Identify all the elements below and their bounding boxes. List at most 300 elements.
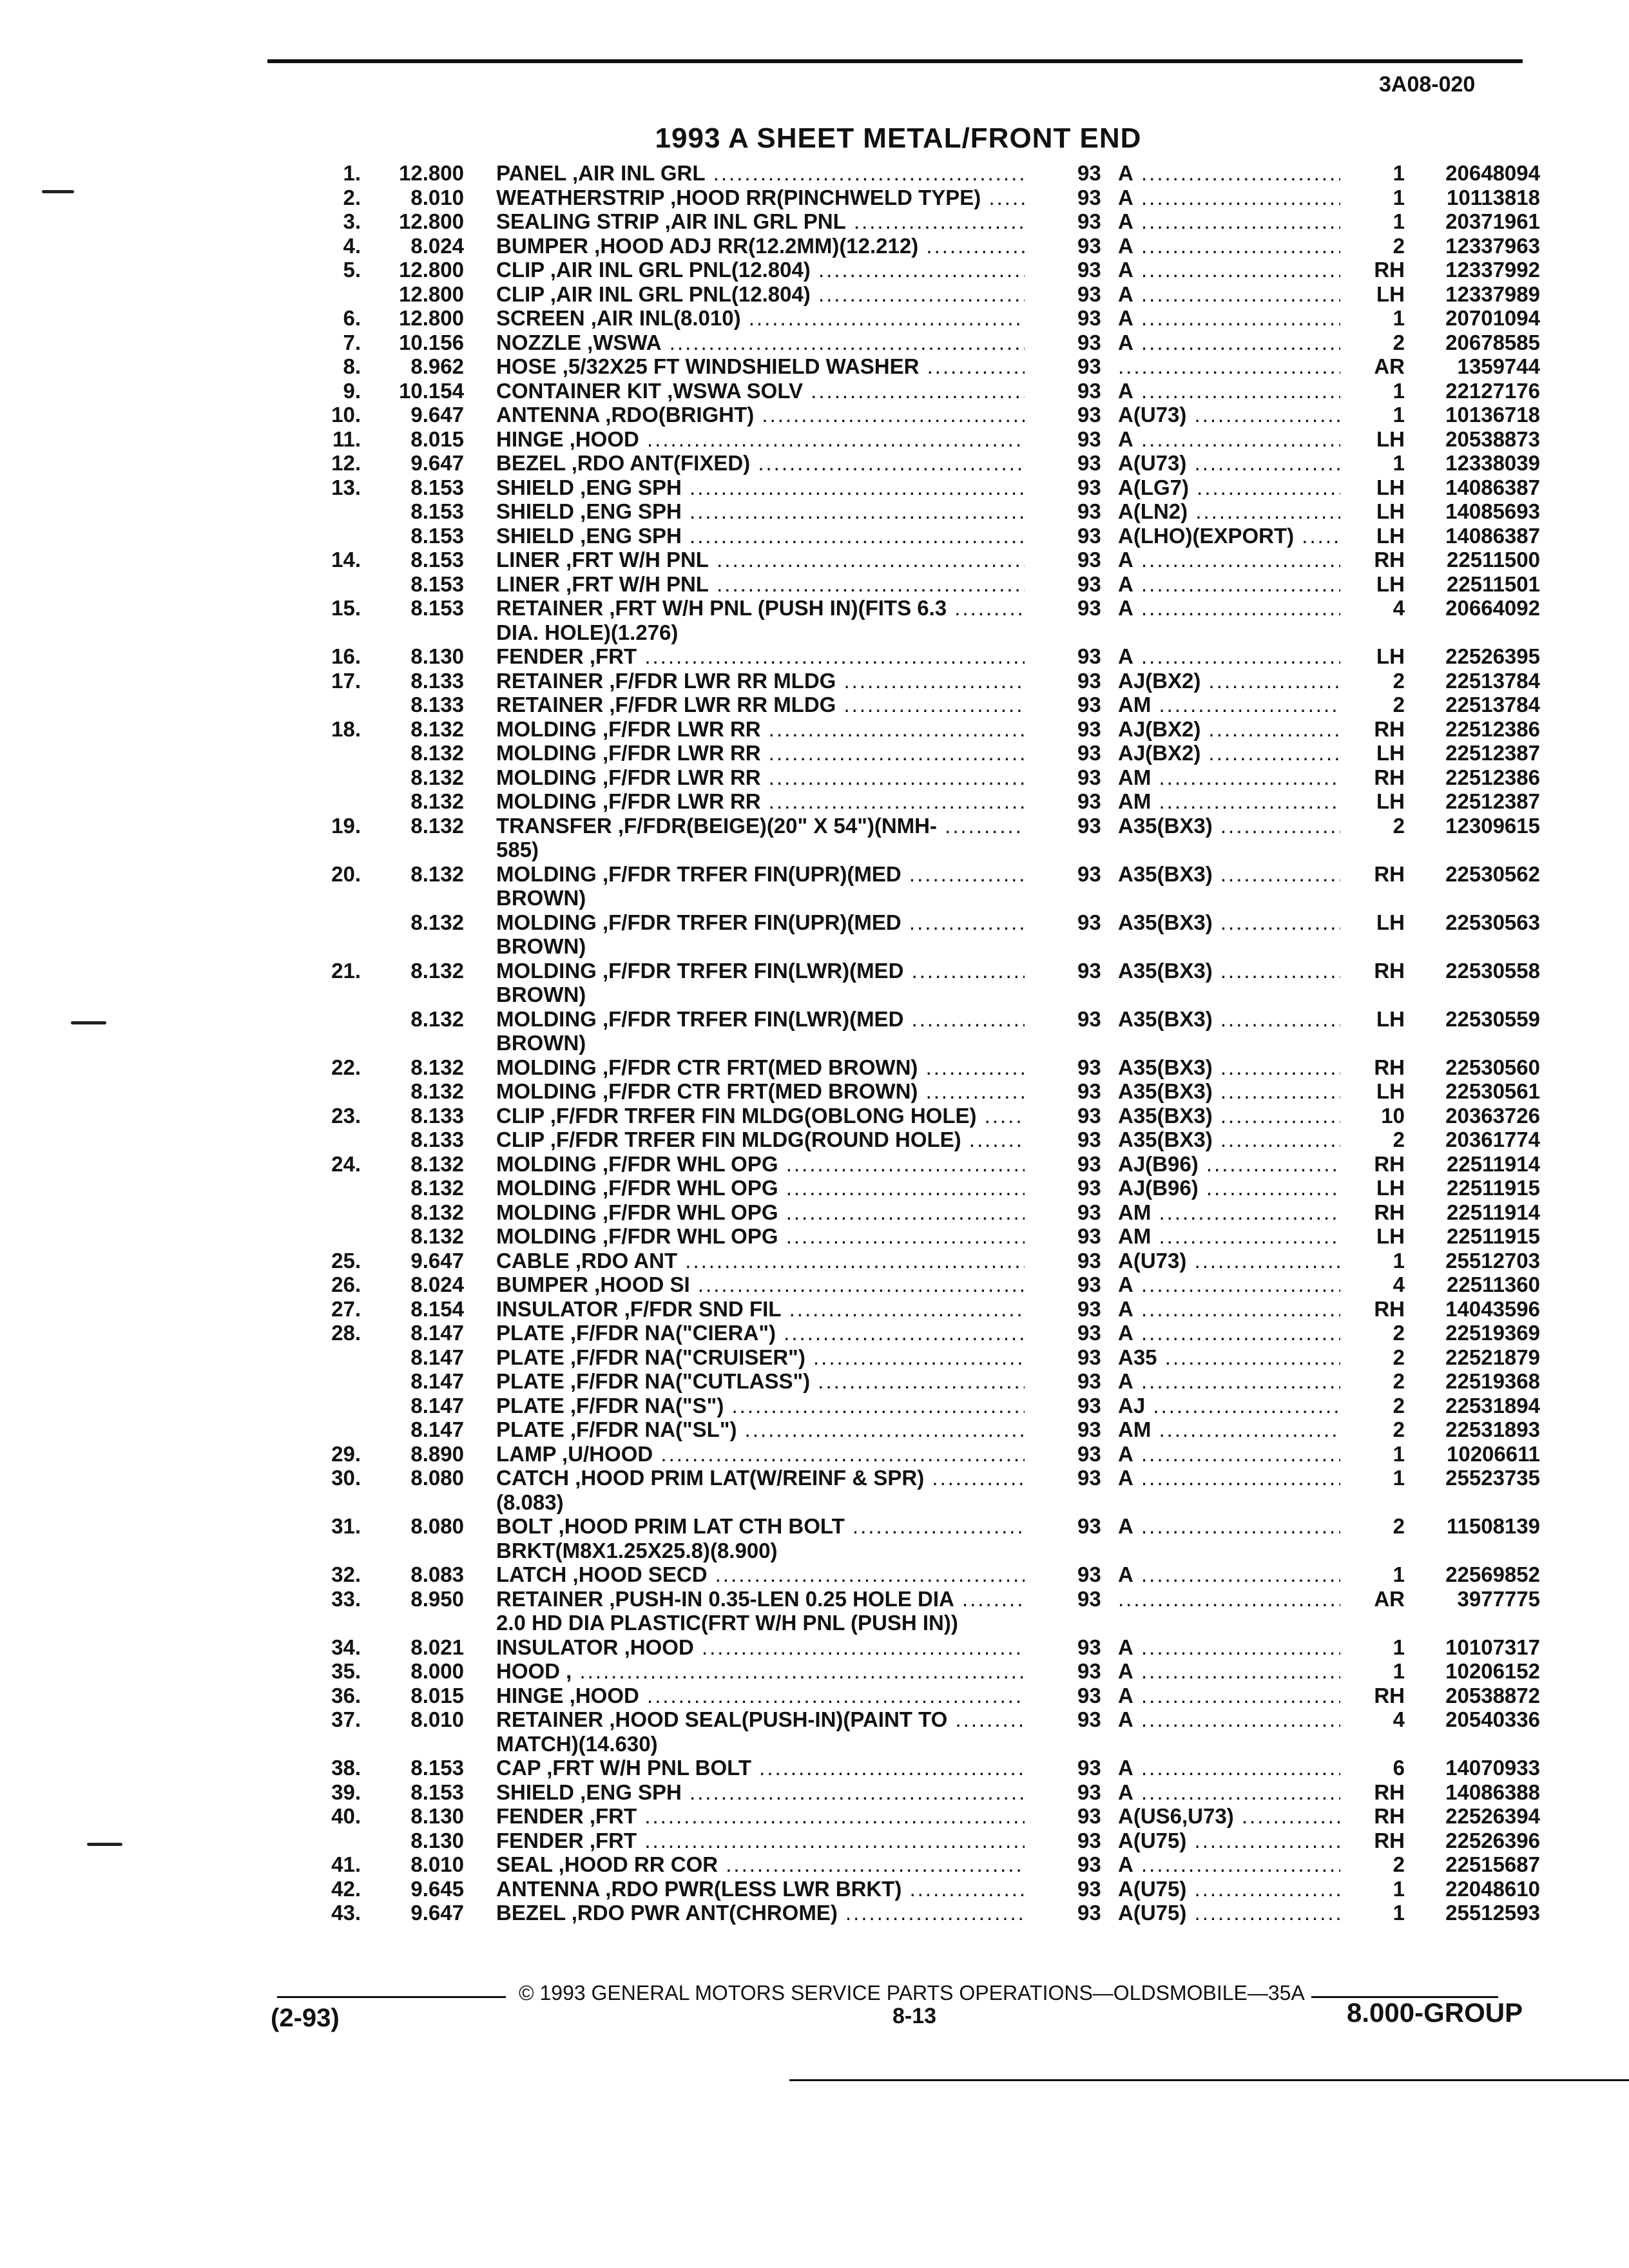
parts-row bbox=[0, 258, 1629, 282]
group-number: 8.024 bbox=[410, 1273, 464, 1296]
quantity: RH bbox=[1340, 548, 1405, 572]
item-number: 7. bbox=[343, 330, 361, 354]
group-number: 8.130 bbox=[410, 1828, 464, 1852]
part-description: SEAL ,HOOD RR COR ..... bbox=[496, 1852, 1025, 1877]
part-number: 22530559 bbox=[1445, 1006, 1540, 1031]
parts-row bbox=[0, 1128, 1629, 1152]
group-number: 9.647 bbox=[410, 1248, 464, 1273]
item-number: 35. bbox=[331, 1659, 361, 1683]
model-year: 93 bbox=[1077, 1369, 1101, 1393]
part-number: 22511360 bbox=[1446, 1273, 1540, 1296]
model-code: A35(BX3) ..... bbox=[1118, 1104, 1350, 1128]
parts-row bbox=[0, 1635, 1629, 1660]
part-description: 2.0 HD DIA PLASTIC(FRT W/H PNL (PUSH IN)) bbox=[496, 1611, 958, 1635]
model-year: 93 bbox=[1077, 958, 1101, 983]
model-year: 93 bbox=[1077, 1514, 1101, 1538]
parts-row bbox=[0, 1756, 1629, 1780]
model-code: A ..... bbox=[1118, 1780, 1350, 1805]
model-year: 93 bbox=[1077, 1248, 1101, 1273]
model-code: A ..... bbox=[1118, 644, 1350, 669]
part-description: INSULATOR ,F/FDR SND FIL ..... bbox=[496, 1297, 1025, 1321]
part-description: CABLE ,RDO ANT ..... bbox=[496, 1249, 1025, 1273]
parts-row bbox=[0, 572, 1629, 597]
part-description: RETAINER ,FRT W/H PNL (PUSH IN)(FITS 6.3 ..... bbox=[496, 596, 1025, 620]
model-year: 93 bbox=[1077, 475, 1101, 499]
quantity: 1 bbox=[1340, 161, 1405, 186]
quantity: LH bbox=[1340, 789, 1405, 814]
quantity: 2 bbox=[1340, 693, 1405, 717]
model-year: 93 bbox=[1077, 1224, 1101, 1248]
quantity: 2 bbox=[1340, 1345, 1405, 1370]
part-number: 22526394 bbox=[1445, 1804, 1540, 1828]
part-description: FENDER ,FRT ..... bbox=[496, 644, 1025, 669]
part-description: PLATE ,F/FDR NA("CUTLASS") ..... bbox=[496, 1369, 1025, 1394]
model-code: A35(BX3) ..... bbox=[1118, 910, 1350, 935]
part-description: LAMP ,U/HOOD ..... bbox=[496, 1442, 1025, 1466]
group-number: 8.153 bbox=[410, 548, 464, 572]
part-number: 10206611 bbox=[1446, 1441, 1540, 1466]
quantity: LH bbox=[1340, 910, 1405, 935]
group-number: 8.133 bbox=[410, 668, 464, 693]
group-number: 9.647 bbox=[410, 1901, 464, 1925]
group-number: 12.800 bbox=[399, 282, 464, 306]
parts-row bbox=[0, 1031, 1629, 1055]
parts-row bbox=[0, 1104, 1629, 1128]
quantity: LH bbox=[1340, 476, 1405, 500]
item-number: 27. bbox=[331, 1296, 361, 1321]
parts-row bbox=[0, 1079, 1629, 1104]
model-year: 93 bbox=[1077, 1296, 1101, 1321]
group-number: 10.156 bbox=[399, 330, 464, 354]
item-number: 8. bbox=[343, 354, 361, 378]
parts-row bbox=[0, 499, 1629, 524]
part-number: 25523735 bbox=[1445, 1466, 1540, 1490]
part-description: HOOD , ..... bbox=[496, 1659, 1025, 1684]
part-number: 22530563 bbox=[1445, 910, 1540, 934]
parts-row bbox=[0, 1732, 1629, 1756]
item-number: 5. bbox=[343, 258, 361, 282]
item-number: 1. bbox=[343, 161, 361, 185]
group-number: 8.132 bbox=[410, 813, 464, 838]
parts-row bbox=[0, 1829, 1629, 1853]
model-code: A ..... bbox=[1118, 1562, 1350, 1587]
model-year: 93 bbox=[1077, 1683, 1101, 1707]
part-description: PLATE ,F/FDR NA("CRUISER") ..... bbox=[496, 1345, 1025, 1370]
model-year: 93 bbox=[1077, 1876, 1101, 1901]
quantity: 1 bbox=[1340, 403, 1405, 427]
item-number: 23. bbox=[331, 1103, 361, 1128]
item-number: 34. bbox=[331, 1635, 361, 1659]
part-number: 22513784 bbox=[1445, 693, 1540, 716]
model-code: AM ..... bbox=[1118, 1200, 1350, 1225]
part-description: ANTENNA ,RDO PWR(LESS LWR BRKT) ..... bbox=[496, 1877, 1025, 1901]
model-code: AM ..... bbox=[1118, 1224, 1350, 1249]
part-number: 10113818 bbox=[1446, 185, 1540, 209]
parts-row bbox=[0, 934, 1629, 959]
group-number: 8.132 bbox=[410, 861, 464, 886]
item-number: 13. bbox=[331, 475, 361, 499]
model-year: 93 bbox=[1077, 1393, 1101, 1418]
part-description: FENDER ,FRT ..... bbox=[496, 1804, 1025, 1829]
item-number: 25. bbox=[331, 1248, 361, 1273]
model-year: 93 bbox=[1077, 233, 1101, 258]
part-number: 20648094 bbox=[1445, 161, 1540, 185]
group-label: 8.000-GROUP bbox=[1347, 1997, 1523, 2028]
quantity: LH bbox=[1340, 1224, 1405, 1249]
group-number: 8.080 bbox=[410, 1514, 464, 1538]
part-number: 22530560 bbox=[1445, 1055, 1540, 1079]
model-code: A ..... bbox=[1118, 1273, 1350, 1297]
group-number: 8.132 bbox=[410, 1055, 464, 1079]
group-number: 8.147 bbox=[410, 1393, 464, 1418]
group-number: 12.800 bbox=[399, 258, 464, 282]
quantity: LH bbox=[1340, 282, 1405, 307]
model-year: 93 bbox=[1077, 209, 1101, 233]
quantity: AR bbox=[1340, 354, 1405, 379]
group-number: 8.024 bbox=[410, 233, 464, 258]
model-year: 93 bbox=[1077, 910, 1101, 934]
quantity: AR bbox=[1340, 1587, 1405, 1611]
quantity: 1 bbox=[1340, 1466, 1405, 1490]
part-description: PLATE ,F/FDR NA("SL") ..... bbox=[496, 1418, 1025, 1442]
part-number: 20664092 bbox=[1445, 596, 1540, 620]
part-description: WEATHERSTRIP ,HOOD RR(PINCHWELD TYPE) ..... bbox=[496, 186, 1025, 210]
part-number: 12337989 bbox=[1445, 282, 1540, 306]
parts-row bbox=[0, 814, 1629, 838]
group-number: 8.132 bbox=[410, 741, 464, 765]
group-number: 8.015 bbox=[410, 427, 464, 451]
quantity: 2 bbox=[1340, 1514, 1405, 1539]
part-description: FENDER ,FRT ..... bbox=[496, 1829, 1025, 1853]
parts-row bbox=[0, 596, 1629, 620]
parts-row bbox=[0, 1539, 1629, 1563]
group-number: 8.153 bbox=[410, 523, 464, 548]
quantity: RH bbox=[1340, 959, 1405, 983]
part-description: MOLDING ,F/FDR WHL OPG ..... bbox=[496, 1176, 1025, 1200]
model-year: 93 bbox=[1077, 1586, 1101, 1611]
parts-row bbox=[0, 354, 1629, 379]
quantity: 1 bbox=[1340, 1562, 1405, 1587]
model-code: A35(BX3) ..... bbox=[1118, 1055, 1350, 1080]
part-description: SHIELD ,ENG SPH ..... bbox=[496, 499, 1025, 524]
model-year: 93 bbox=[1077, 813, 1101, 838]
part-description: MOLDING ,F/FDR WHL OPG ..... bbox=[496, 1200, 1025, 1225]
item-number: 43. bbox=[331, 1901, 361, 1925]
item-number: 38. bbox=[331, 1756, 361, 1780]
part-description: RETAINER ,PUSH-IN 0.35-LEN 0.25 HOLE DIA ..... bbox=[496, 1587, 1025, 1611]
parts-row bbox=[0, 548, 1629, 572]
model-year: 93 bbox=[1077, 1418, 1101, 1441]
part-number: 22513784 bbox=[1445, 668, 1540, 693]
item-number: 42. bbox=[331, 1876, 361, 1901]
item-number: 37. bbox=[331, 1707, 361, 1731]
model-year: 93 bbox=[1077, 330, 1101, 354]
quantity: RH bbox=[1340, 1200, 1405, 1225]
part-number: 12338039 bbox=[1445, 451, 1540, 475]
model-code: A ..... bbox=[1118, 209, 1350, 234]
part-description: CLIP ,AIR INL GRL PNL(12.804) ..... bbox=[496, 258, 1025, 282]
part-description: PLATE ,F/FDR NA("CIERA") ..... bbox=[496, 1321, 1025, 1345]
parts-row bbox=[0, 1611, 1629, 1635]
part-description: RETAINER ,F/FDR LWR RR MLDG ..... bbox=[496, 669, 1025, 693]
group-number: 8.130 bbox=[410, 1804, 464, 1828]
part-description: PANEL ,AIR INL GRL ..... bbox=[496, 161, 1025, 186]
part-description: MOLDING ,F/FDR TRFER FIN(LWR)(MED ..... bbox=[496, 1007, 1025, 1032]
model-year: 93 bbox=[1077, 572, 1101, 596]
quantity: RH bbox=[1340, 1804, 1405, 1829]
quantity: 4 bbox=[1340, 1707, 1405, 1732]
model-code: A(U73) ..... bbox=[1118, 451, 1350, 476]
part-number: 22512386 bbox=[1445, 716, 1540, 741]
parts-row bbox=[0, 1152, 1629, 1177]
model-year: 93 bbox=[1077, 1466, 1101, 1490]
group-number: 8.000 bbox=[410, 1659, 464, 1683]
parts-row bbox=[0, 669, 1629, 693]
model-code: A(LHO)(EXPORT) ..... bbox=[1118, 524, 1350, 548]
model-year: 93 bbox=[1077, 1828, 1101, 1852]
part-description: CAP ,FRT W/H PNL BOLT ..... bbox=[496, 1756, 1025, 1780]
group-number: 9.647 bbox=[410, 451, 464, 475]
quantity: RH bbox=[1340, 1152, 1405, 1177]
item-number: 21. bbox=[331, 958, 361, 983]
part-number: 22530558 bbox=[1445, 958, 1540, 983]
parts-row bbox=[0, 1490, 1629, 1515]
group-number: 8.153 bbox=[410, 1756, 464, 1780]
group-number: 8.133 bbox=[410, 693, 464, 716]
quantity: 4 bbox=[1340, 1273, 1405, 1297]
part-description: ANTENNA ,RDO(BRIGHT) ..... bbox=[496, 403, 1025, 427]
item-number: 33. bbox=[331, 1586, 361, 1611]
model-code: A ..... bbox=[1118, 572, 1350, 597]
part-description: BEZEL ,RDO ANT(FIXED) ..... bbox=[496, 451, 1025, 476]
model-year: 93 bbox=[1077, 668, 1101, 693]
part-number: 25512703 bbox=[1445, 1248, 1540, 1273]
group-number: 8.962 bbox=[410, 354, 464, 378]
group-number: 8.133 bbox=[410, 1128, 464, 1151]
quantity: RH bbox=[1340, 1297, 1405, 1321]
model-code: A ..... bbox=[1118, 1659, 1350, 1684]
part-description: MOLDING ,F/FDR CTR FRT(MED BROWN) ..... bbox=[496, 1055, 1025, 1080]
part-number: 22511914 bbox=[1446, 1151, 1540, 1176]
part-number: 22511500 bbox=[1446, 548, 1540, 572]
model-year: 93 bbox=[1077, 1321, 1101, 1345]
parts-row bbox=[0, 427, 1629, 452]
part-description: MOLDING ,F/FDR TRFER FIN(LWR)(MED ..... bbox=[496, 959, 1025, 983]
group-number: 8.010 bbox=[410, 185, 464, 209]
item-number: 22. bbox=[331, 1055, 361, 1079]
part-description: BROWN) bbox=[496, 983, 586, 1006]
part-description: CLIP ,AIR INL GRL PNL(12.804) ..... bbox=[496, 282, 1025, 307]
model-year: 93 bbox=[1077, 644, 1101, 668]
parts-row bbox=[0, 983, 1629, 1007]
model-code: A ..... bbox=[1118, 282, 1350, 307]
model-code: AJ(BX2) ..... bbox=[1118, 717, 1350, 742]
copyright-line: © 1993 GENERAL MOTORS SERVICE PARTS OPERATIONS—OLDSMOBILE—35A bbox=[519, 1981, 1305, 2004]
model-code: AM ..... bbox=[1118, 789, 1350, 814]
part-number: 22521879 bbox=[1445, 1345, 1540, 1369]
model-year: 93 bbox=[1077, 1659, 1101, 1683]
model-year: 93 bbox=[1077, 1006, 1101, 1031]
quantity: 1 bbox=[1340, 1442, 1405, 1466]
quantity: 2 bbox=[1340, 1321, 1405, 1345]
parts-row bbox=[0, 524, 1629, 548]
item-number: 40. bbox=[331, 1804, 361, 1828]
model-year: 93 bbox=[1077, 765, 1101, 789]
part-number: 14086388 bbox=[1445, 1780, 1540, 1804]
item-number: 39. bbox=[331, 1780, 361, 1804]
model-year: 93 bbox=[1077, 161, 1101, 185]
item-number: 24. bbox=[331, 1151, 361, 1176]
item-number: 2. bbox=[343, 185, 361, 209]
part-description: MOLDING ,F/FDR WHL OPG ..... bbox=[496, 1224, 1025, 1249]
quantity: 4 bbox=[1340, 596, 1405, 620]
model-code: A ..... bbox=[1118, 596, 1350, 620]
quantity: LH bbox=[1340, 572, 1405, 597]
model-code: A(U75) ..... bbox=[1118, 1901, 1350, 1925]
model-code: A35(BX3) ..... bbox=[1118, 959, 1350, 983]
model-year: 93 bbox=[1077, 693, 1101, 716]
part-description: BROWN) bbox=[496, 934, 586, 958]
item-number: 12. bbox=[331, 451, 361, 475]
group-number: 8.132 bbox=[410, 1200, 464, 1224]
model-year: 93 bbox=[1077, 282, 1101, 306]
item-number: 41. bbox=[331, 1852, 361, 1876]
part-description: INSULATOR ,HOOD ..... bbox=[496, 1635, 1025, 1660]
model-code: A ..... bbox=[1118, 161, 1350, 186]
item-number: 6. bbox=[343, 306, 361, 330]
part-number: 22511501 bbox=[1446, 572, 1540, 596]
parts-row bbox=[0, 1852, 1629, 1877]
model-year: 93 bbox=[1077, 1707, 1101, 1731]
quantity: 2 bbox=[1340, 234, 1405, 258]
parts-row bbox=[0, 1514, 1629, 1539]
item-number: 26. bbox=[331, 1273, 361, 1296]
quantity: 2 bbox=[1340, 1128, 1405, 1152]
part-number: 22127176 bbox=[1445, 378, 1540, 403]
model-code: A ..... bbox=[1118, 1297, 1350, 1321]
group-number: 8.132 bbox=[410, 1176, 464, 1200]
model-code: A ..... bbox=[1118, 1514, 1350, 1539]
part-number: 22569852 bbox=[1445, 1562, 1540, 1586]
date-code: (2-93) bbox=[271, 2004, 340, 2032]
parts-row bbox=[0, 306, 1629, 331]
part-description: HINGE ,HOOD ..... bbox=[496, 1684, 1025, 1708]
quantity: 1 bbox=[1340, 1635, 1405, 1660]
parts-row bbox=[0, 886, 1629, 910]
part-description: DIA. HOLE)(1.276) bbox=[496, 620, 679, 644]
part-description: HOSE ,5/32X25 FT WINDSHIELD WASHER ..... bbox=[496, 354, 1025, 379]
model-year: 93 bbox=[1077, 403, 1101, 427]
model-code: A ..... bbox=[1118, 234, 1350, 258]
quantity: 1 bbox=[1340, 209, 1405, 234]
part-description: MOLDING ,F/FDR LWR RR ..... bbox=[496, 765, 1025, 790]
parts-row bbox=[0, 1369, 1629, 1394]
part-number: 14085693 bbox=[1445, 499, 1540, 523]
parts-row bbox=[0, 1394, 1629, 1418]
parts-row bbox=[0, 1418, 1629, 1442]
model-code: A ..... bbox=[1118, 186, 1350, 210]
model-year: 93 bbox=[1077, 789, 1101, 813]
model-code: A(U75) ..... bbox=[1118, 1829, 1350, 1853]
item-number: 15. bbox=[331, 596, 361, 620]
parts-row bbox=[0, 862, 1629, 887]
bottom-rule bbox=[789, 2079, 1629, 2081]
part-description: LATCH ,HOOD SECD ..... bbox=[496, 1562, 1025, 1587]
group-number: 8.147 bbox=[410, 1321, 464, 1345]
part-number: 10136718 bbox=[1445, 403, 1540, 427]
parts-row bbox=[0, 1684, 1629, 1708]
part-description: MOLDING ,F/FDR TRFER FIN(UPR)(MED ..... bbox=[496, 862, 1025, 887]
part-number: 11508139 bbox=[1446, 1514, 1540, 1538]
parts-row bbox=[0, 1200, 1629, 1225]
part-description: CLIP ,F/FDR TRFER FIN MLDG(ROUND HOLE) ..... bbox=[496, 1128, 1025, 1152]
group-number: 8.132 bbox=[410, 1006, 464, 1031]
group-number: 8.132 bbox=[410, 958, 464, 983]
group-number: 8.153 bbox=[410, 475, 464, 499]
item-number: 11. bbox=[332, 427, 361, 451]
group-number: 8.010 bbox=[410, 1707, 464, 1731]
model-code: A35(BX3) ..... bbox=[1118, 1007, 1350, 1032]
parts-row bbox=[0, 838, 1629, 862]
part-number: 1359744 bbox=[1457, 354, 1540, 378]
parts-row bbox=[0, 1273, 1629, 1297]
model-year: 93 bbox=[1077, 1176, 1101, 1200]
model-year: 93 bbox=[1077, 1103, 1101, 1128]
parts-row bbox=[0, 1249, 1629, 1273]
parts-row bbox=[0, 1321, 1629, 1345]
part-number: 22511914 bbox=[1446, 1200, 1540, 1224]
part-description: BOLT ,HOOD PRIM LAT CTH BOLT ..... bbox=[496, 1514, 1025, 1539]
parts-row bbox=[0, 620, 1629, 645]
parts-row bbox=[0, 717, 1629, 742]
group-number: 8.132 bbox=[410, 1079, 464, 1103]
part-description: TRANSFER ,F/FDR(BEIGE)(20" X 54")(NMH- ..... bbox=[496, 814, 1025, 838]
quantity: 1 bbox=[1340, 186, 1405, 210]
model-year: 93 bbox=[1077, 1562, 1101, 1586]
quantity: 1 bbox=[1340, 1877, 1405, 1901]
quantity: LH bbox=[1340, 1079, 1405, 1104]
parts-row bbox=[0, 379, 1629, 403]
footer-rule-left bbox=[277, 1996, 506, 1998]
parts-row bbox=[0, 1659, 1629, 1684]
quantity: 1 bbox=[1340, 1249, 1405, 1273]
parts-row bbox=[0, 789, 1629, 814]
group-number: 8.132 bbox=[410, 789, 464, 813]
part-description: SCREEN ,AIR INL(8.010) ..... bbox=[496, 306, 1025, 331]
model-code: AJ ..... bbox=[1118, 1394, 1350, 1418]
part-description: PLATE ,F/FDR NA("S") ..... bbox=[496, 1394, 1025, 1418]
model-year: 93 bbox=[1077, 185, 1101, 209]
model-year: 93 bbox=[1077, 523, 1101, 548]
part-description: BROWN) bbox=[496, 886, 586, 910]
parts-row bbox=[0, 959, 1629, 983]
model-code bbox=[1118, 1587, 1350, 1611]
item-number: 20. bbox=[331, 861, 361, 886]
group-number: 8.132 bbox=[410, 765, 464, 789]
model-code: A(US6,U73) ..... bbox=[1118, 1804, 1350, 1829]
part-description: (8.083) bbox=[496, 1490, 564, 1514]
part-number: 12309615 bbox=[1445, 813, 1540, 838]
model-year: 93 bbox=[1077, 1345, 1101, 1369]
part-number: 20678585 bbox=[1445, 330, 1540, 354]
group-number: 10.154 bbox=[399, 378, 464, 403]
part-number: 22511915 bbox=[1446, 1176, 1540, 1200]
quantity: 10 bbox=[1340, 1104, 1405, 1128]
model-code: A ..... bbox=[1118, 427, 1350, 452]
model-code: AM ..... bbox=[1118, 693, 1350, 717]
part-description: MOLDING ,F/FDR LWR RR ..... bbox=[496, 789, 1025, 814]
model-year: 93 bbox=[1077, 1804, 1101, 1828]
